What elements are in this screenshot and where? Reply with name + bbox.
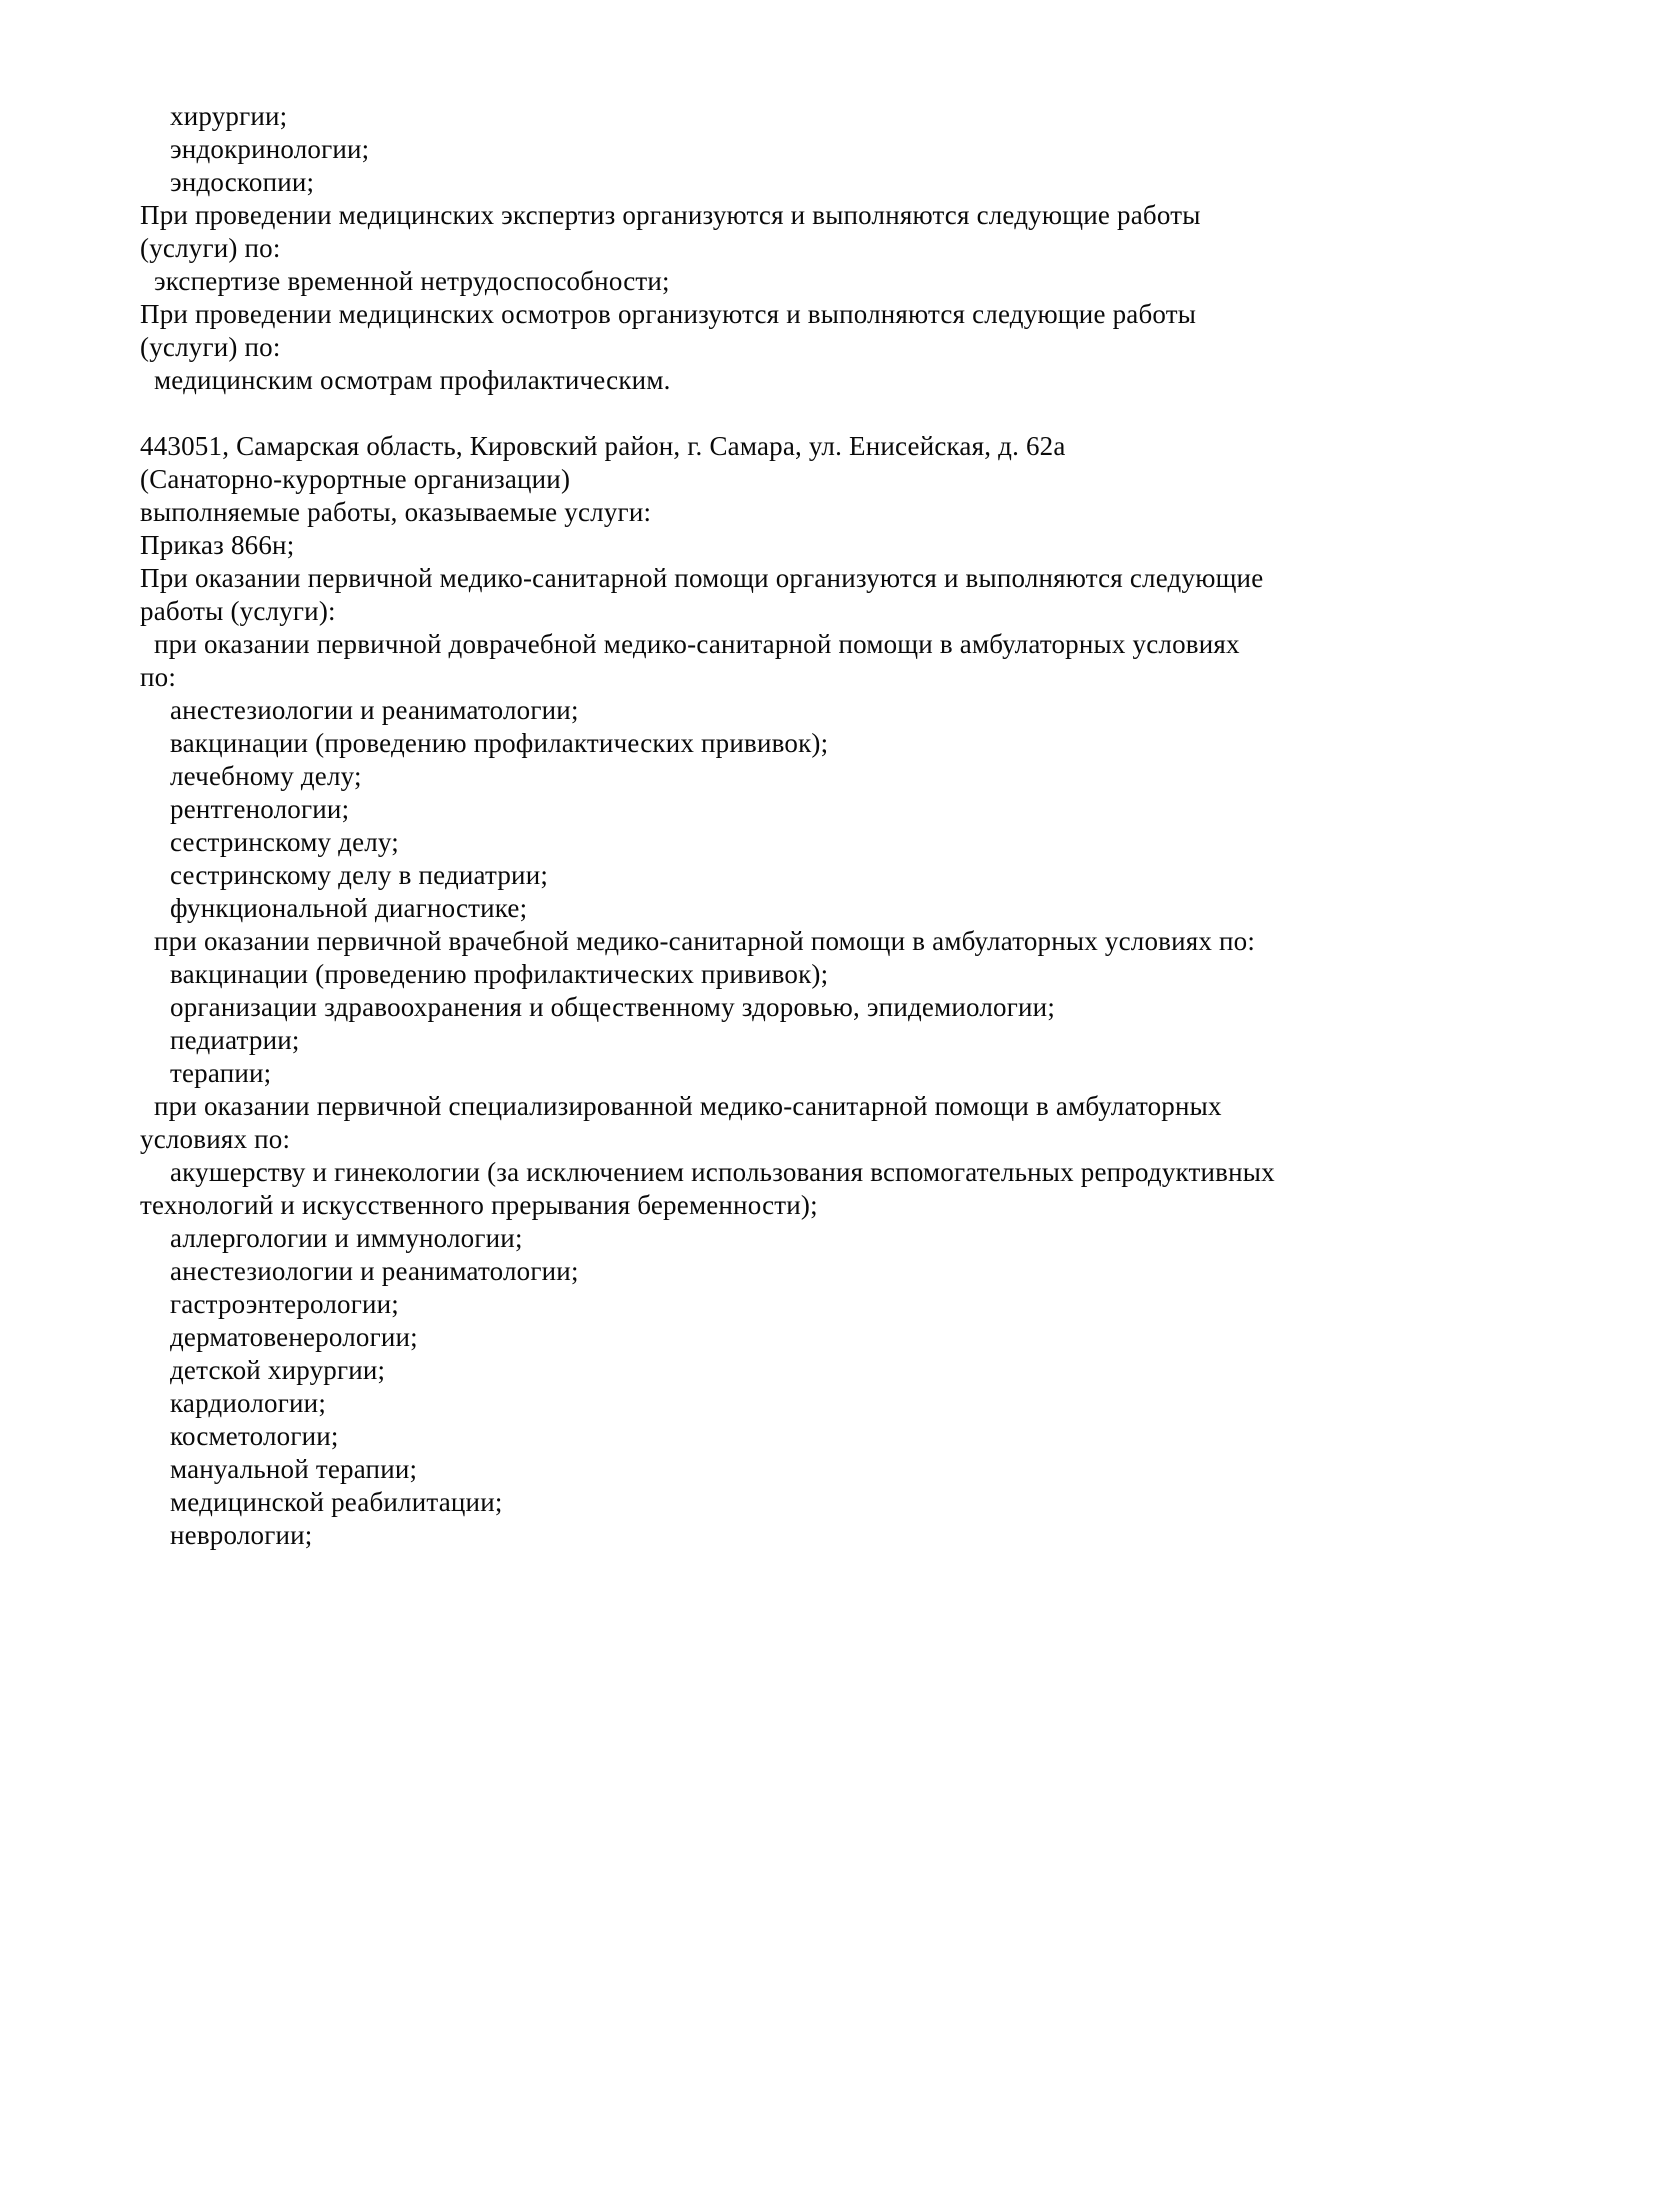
text-line: гастроэнтерологии; xyxy=(170,1289,400,1319)
text-line: При проведении медицинских экспертиз организуются и выполняются следующие работы xyxy=(140,200,1201,230)
text-line: вакцинации (проведению профилактических прививок); xyxy=(170,959,829,989)
text-line: дерматовенерологии; xyxy=(170,1322,418,1352)
text-line: акушерству и гинекологии (за исключением использования вспомогательных репродуктивных xyxy=(170,1157,1275,1187)
text-line: мануальной терапии; xyxy=(170,1454,418,1484)
text-line: по: xyxy=(140,662,177,692)
text-line: Приказ 866н; xyxy=(140,530,295,560)
text-line: медицинской реабилитации; xyxy=(170,1487,503,1517)
text-line: сестринскому делу в педиатрии; xyxy=(170,860,549,890)
text-line: сестринскому делу; xyxy=(170,827,399,857)
text-line: при оказании первичной врачебной медико-санитарной помощи в амбулаторных условиях по: xyxy=(154,926,1256,956)
text-line: организации здравоохранения и общественному здоровью, эпидемиологии; xyxy=(170,992,1056,1022)
text-line: эндокринологии; xyxy=(170,134,370,164)
text-line: хирургии; xyxy=(170,101,288,131)
text-line: лечебному делу; xyxy=(170,761,362,791)
text-line: (Санаторно-курортные организации) xyxy=(140,464,571,494)
text-line: рентгенологии; xyxy=(170,794,350,824)
text-line: вакцинации (проведению профилактических прививок); xyxy=(170,728,829,758)
text-line: медицинским осмотрам профилактическим. xyxy=(154,365,671,395)
text-line: (услуги) по: xyxy=(140,332,281,362)
text-line: аллергологии и иммунологии; xyxy=(170,1223,523,1253)
text-line: работы (услуги): xyxy=(140,596,336,626)
text-line: (услуги) по: xyxy=(140,233,281,263)
text-line: 443051, Самарская область, Кировский район, г. Самара, ул. Енисейская, д. 62а xyxy=(140,431,1066,461)
text-line xyxy=(140,397,1598,430)
text-line: анестезиологии и реаниматологии; xyxy=(170,1256,579,1286)
text-line: эндоскопии; xyxy=(170,167,315,197)
text-line: терапии; xyxy=(170,1058,272,1088)
text-line: неврологии; xyxy=(170,1520,313,1550)
text-line: условиях по: xyxy=(140,1124,291,1154)
text-line: кардиологии; xyxy=(170,1388,327,1418)
text-line: при оказании первичной доврачебной медико-санитарной помощи в амбулаторных условиях xyxy=(154,629,1240,659)
text-line: анестезиологии и реаниматологии; xyxy=(170,695,579,725)
text-line: При проведении медицинских осмотров организуются и выполняются следующие работы xyxy=(140,299,1197,329)
text-line: педиатрии; xyxy=(170,1025,300,1055)
text-line: функциональной диагностике; xyxy=(170,893,528,923)
text-line: при оказании первичной специализированной медико-санитарной помощи в амбулаторных xyxy=(154,1091,1222,1121)
text-line: экспертизе временной нетрудоспособности; xyxy=(154,266,670,296)
text-line: При оказании первичной медико-санитарной помощи организуются и выполняются следующие xyxy=(140,563,1264,593)
document-body xyxy=(140,100,1598,1552)
text-line: детской хирургии; xyxy=(170,1355,386,1385)
text-line: технологий и искусственного прерывания беременности); xyxy=(140,1190,818,1220)
text-line: косметологии; xyxy=(170,1421,339,1451)
text-line: выполняемые работы, оказываемые услуги: xyxy=(140,497,652,527)
